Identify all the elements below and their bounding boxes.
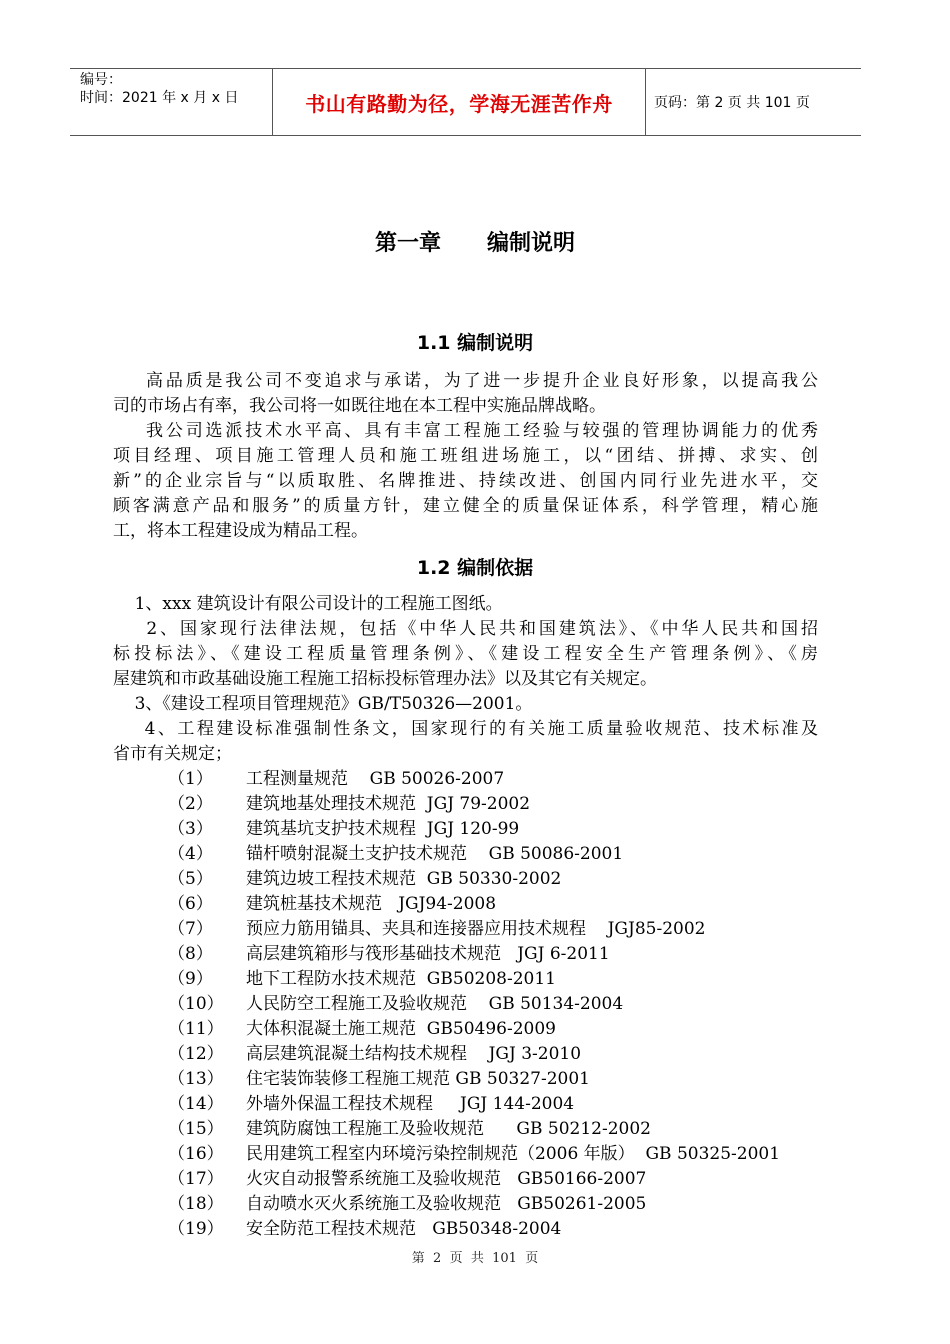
document-time: 时间：2021 年 x 月 x 日 bbox=[80, 90, 239, 106]
chapter-title: 第一章 编制说明 bbox=[375, 231, 575, 256]
list-item bbox=[168, 1092, 574, 1117]
list-item bbox=[168, 942, 610, 967]
list-item-number: （19） bbox=[168, 1219, 224, 1239]
list-item-text: 建筑桩基技术规范 JGJ94-2008 bbox=[246, 894, 497, 914]
paragraph-line: 4、工程建设标准强制性条文，国家现行的有关施工质量验收规范、技术标准及 bbox=[113, 719, 818, 739]
list-item-number: （10） bbox=[168, 994, 224, 1014]
paragraph-line: 标投标法》、《建设工程质量管理条例》、《建设工程安全生产管理条例》、《房 bbox=[113, 644, 818, 664]
list-item bbox=[168, 992, 623, 1017]
list-item-text: 锚杆喷射混凝土支护技术规范 GB 50086-2001 bbox=[246, 844, 624, 864]
list-item-number: （2） bbox=[168, 794, 213, 814]
list-item-text: 自动喷水灭火系统施工及验收规范 GB50261-2005 bbox=[246, 1194, 647, 1214]
list-item bbox=[168, 892, 496, 917]
list-item-number: （1） bbox=[168, 769, 213, 789]
header-page-info: 页码：第 2 页 共 101 页 bbox=[654, 95, 810, 111]
paragraph-line: 新”的企业宗旨与“以质取胜、名牌推进、持续改进、创国内同行业先进水平，交 bbox=[113, 471, 818, 491]
page-footer: 第 2 页 共 101 页 bbox=[411, 1251, 539, 1266]
paragraph-line: 工，将本工程建设成为精品工程。 bbox=[113, 521, 368, 541]
list-item-text: 大体积混凝土施工规范 GB50496-2009 bbox=[246, 1019, 556, 1039]
list-item bbox=[168, 767, 504, 792]
list-item bbox=[168, 1117, 651, 1142]
paragraph-line: 3、《建设工程项目管理规范》GB/T50326—2001。 bbox=[113, 694, 533, 714]
header-motto: 书山有路勤为径，学海无涯苦作舟 bbox=[272, 69, 646, 135]
list-item-number: （7） bbox=[168, 919, 213, 939]
list-item bbox=[168, 1067, 590, 1092]
paragraph-line: 项目经理、项目施工管理人员和施工班组进场施工，以“团结、拼搏、求实、创 bbox=[113, 446, 818, 466]
list-item-number: （3） bbox=[168, 819, 213, 839]
section-title: 1.1 编制说明 bbox=[416, 332, 534, 354]
list-item bbox=[168, 1142, 780, 1167]
list-item-number: （17） bbox=[168, 1169, 224, 1189]
paragraph-line: 司的市场占有率，我公司将一如既往地在本工程中实施品牌战略。 bbox=[113, 396, 606, 416]
list-item bbox=[168, 817, 519, 842]
list-item-number: （15） bbox=[168, 1119, 224, 1139]
list-item-text: 预应力筋用锚具、夹具和连接器应用技术规程 JGJ85-2002 bbox=[246, 919, 706, 939]
list-item-number: （6） bbox=[168, 894, 213, 914]
list-item-text: 火灾自动报警系统施工及验收规范 GB50166-2007 bbox=[246, 1169, 647, 1189]
list-item-text: 住宅装饰装修工程施工规范 GB 50327-2001 bbox=[246, 1069, 590, 1089]
header-left bbox=[70, 69, 272, 135]
list-item-text: 高层建筑箱形与筏形基础技术规范 JGJ 6-2011 bbox=[246, 944, 610, 964]
list-item-number: （13） bbox=[168, 1069, 224, 1089]
list-item-number: （4） bbox=[168, 844, 213, 864]
list-item bbox=[168, 867, 561, 892]
paragraph-line: 屋建筑和市政基础设施工程施工招标投标管理办法》以及其它有关规定。 bbox=[113, 669, 657, 689]
list-item bbox=[168, 1017, 556, 1042]
paragraph-line: 1、xxx 建筑设计有限公司设计的工程施工图纸。 bbox=[113, 594, 503, 614]
list-item bbox=[168, 1217, 561, 1242]
paragraph-line: 2、国家现行法律法规，包括《中华人民共和国建筑法》、《中华人民共和国招 bbox=[113, 619, 818, 639]
list-item bbox=[168, 1167, 646, 1192]
list-item-number: （9） bbox=[168, 969, 213, 989]
list-item-number: （14） bbox=[168, 1094, 224, 1114]
list-item bbox=[168, 917, 705, 942]
list-item-number: （5） bbox=[168, 869, 213, 889]
list-item-number: （12） bbox=[168, 1044, 224, 1064]
list-item-text: 建筑地基处理技术规范 JGJ 79-2002 bbox=[246, 794, 531, 814]
list-item bbox=[168, 967, 556, 992]
list-item-text: 人民防空工程施工及验收规范 GB 50134-2004 bbox=[246, 994, 624, 1014]
list-item-number: （16） bbox=[168, 1144, 224, 1164]
paragraph-line: 我公司选派技术水平高、具有丰富工程施工经验与较强的管理协调能力的优秀 bbox=[113, 421, 818, 441]
list-item-number: （8） bbox=[168, 944, 213, 964]
list-item bbox=[168, 842, 623, 867]
document-number-label: 编号： bbox=[80, 72, 122, 88]
list-item-text: 建筑基坑支护技术规程 JGJ 120-99 bbox=[246, 819, 520, 839]
list-item-text: 建筑防腐蚀工程施工及验收规范 GB 50212-2002 bbox=[246, 1119, 651, 1139]
section-title: 1.2 编制依据 bbox=[416, 557, 534, 579]
list-item-text: 建筑边坡工程技术规范 GB 50330-2002 bbox=[246, 869, 562, 889]
paragraph-line: 顾客满意产品和服务”的质量方针，建立健全的质量保证体系，科学管理，精心施 bbox=[113, 496, 818, 516]
paragraph-line: 高品质是我公司不变追求与承诺，为了进一步提升企业良好形象，以提高我公 bbox=[113, 371, 818, 391]
list-item bbox=[168, 1042, 581, 1067]
list-item-text: 地下工程防水技术规范 GB50208-2011 bbox=[246, 969, 556, 989]
page-header bbox=[70, 68, 861, 136]
list-item bbox=[168, 1192, 646, 1217]
paragraph-line: 省市有关规定； bbox=[113, 744, 232, 764]
list-item-text: 安全防范工程技术规范 GB50348-2004 bbox=[246, 1219, 562, 1239]
list-item-text: 高层建筑混凝土结构技术规程 JGJ 3-2010 bbox=[246, 1044, 582, 1064]
list-item-text: 外墙外保温工程技术规程 JGJ 144-2004 bbox=[246, 1094, 575, 1114]
list-item-text: 民用建筑工程室内环境污染控制规范（2006 年版） GB 50325-2001 bbox=[246, 1144, 781, 1164]
list-item-number: （18） bbox=[168, 1194, 224, 1214]
list-item bbox=[168, 792, 530, 817]
list-item-number: （11） bbox=[168, 1019, 224, 1039]
list-item-text: 工程测量规范 GB 50026-2007 bbox=[246, 769, 505, 789]
